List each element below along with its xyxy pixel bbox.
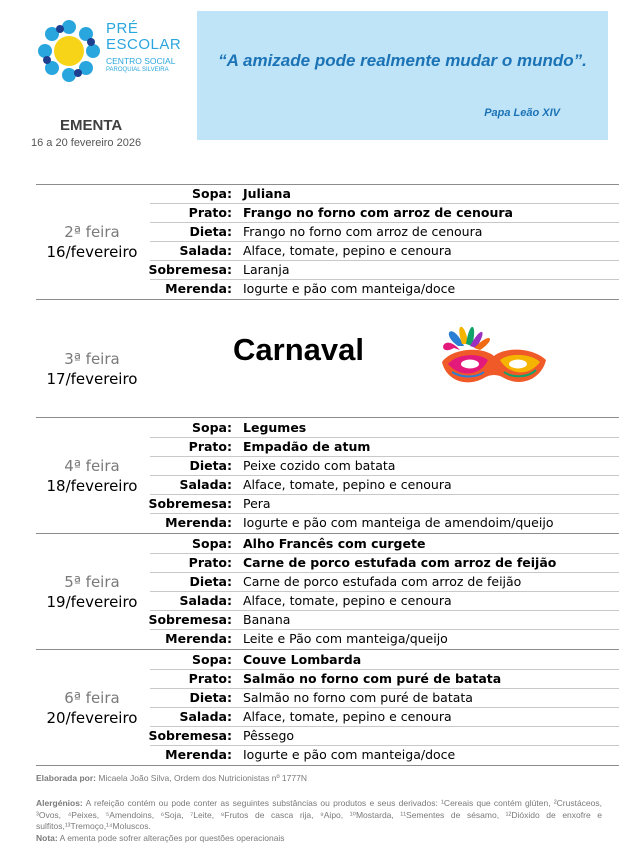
menu-row-prato: [150, 669, 619, 688]
row-label: Sobremesa:: [148, 728, 232, 743]
quote-box: [197, 11, 608, 140]
allergens-text: A refeição contém ou pode conter as seguintes substâncias ou produtos e seus derivados: ¹Cereais que contém glúten, ²Crustáceos, ³Ovos, ⁴Peixes, ⁵Amendoins, ⁶Soja, ⁷Leite, ⁸Frutos de casca rija, ⁹Aipo, ¹⁰Mostarda, ¹¹Sementes de sésamo, ¹²Dióxido de enxofre e sulfitos,¹³Tremoço,¹⁴Moluscos.: [36, 798, 602, 831]
carnival-mask-icon: [432, 318, 552, 394]
row-label: Sopa:: [192, 652, 232, 667]
menu-row-merenda: [150, 513, 619, 532]
menu-row-sopa: [150, 184, 619, 203]
menu-row-sobremesa: [150, 260, 619, 279]
row-label: Dieta:: [189, 224, 232, 239]
row-value: Alface, tomate, pepino e cenoura: [243, 593, 452, 608]
day-name: 5ª feira: [64, 573, 120, 591]
row-label: Dieta:: [189, 574, 232, 589]
author-label: Elaborada por:: [36, 773, 96, 783]
row-value: Iogurte e pão com manteiga de amendoim/queijo: [243, 515, 554, 530]
row-label: Merenda:: [165, 281, 232, 296]
day-name: 4ª feira: [64, 457, 120, 475]
menu-row-merenda: [150, 279, 619, 298]
menu-row-sobremesa: [150, 610, 619, 629]
row-value: Carne de porco estufada com arroz de feijão: [243, 574, 522, 589]
menu-row-salada: [150, 707, 619, 726]
day-name: 2ª feira: [64, 223, 120, 241]
row-label: Prato:: [188, 439, 232, 454]
day-label: [36, 688, 148, 728]
allergens-note: [36, 798, 602, 844]
menu-row-merenda: [150, 629, 619, 648]
row-value: Juliana: [243, 186, 291, 201]
day-date: 18/fevereiro: [46, 477, 138, 495]
row-label: Merenda:: [165, 515, 232, 530]
menu-row-sobremesa: [150, 726, 619, 745]
row-value: Banana: [243, 612, 291, 627]
note-label: Nota:: [36, 832, 58, 843]
day-name: 3ª feira: [64, 350, 120, 368]
author-note: [36, 773, 307, 783]
row-value: Legumes: [243, 420, 307, 435]
row-value: Leite e Pão com manteiga/queijo: [243, 631, 448, 646]
menu-row-dieta: [150, 572, 619, 591]
page-title: EMENTA: [60, 117, 123, 134]
day-label: [36, 456, 148, 496]
logo-line-1: PRÉ: [106, 20, 139, 37]
row-label: Prato:: [188, 671, 232, 686]
row-label: Sopa:: [192, 420, 232, 435]
row-value: Empadão de atum: [243, 439, 371, 454]
menu-row-salada: [150, 241, 619, 260]
menu-row-dieta: [150, 456, 619, 475]
week-dates: 16 a 20 fevereiro 2026: [31, 137, 142, 149]
row-value: Frango no forno com arroz de cenoura: [243, 224, 483, 239]
row-value: Alface, tomate, pepino e cenoura: [243, 243, 452, 258]
menu-row-sopa: [150, 650, 619, 669]
menu-row-dieta: [150, 222, 619, 241]
logo-line-4: PAROQUIAL SILVEIRA: [106, 66, 169, 73]
row-label: Salada:: [179, 709, 232, 724]
row-value: Carne de porco estufada com arroz de feijão: [243, 555, 557, 570]
menu-row-merenda: [150, 745, 619, 764]
row-label: Sopa:: [192, 186, 232, 201]
row-label: Prato:: [188, 555, 232, 570]
row-value: Alho Francês com curgete: [243, 536, 426, 551]
row-value: Pera: [243, 496, 271, 511]
row-label: Sobremesa:: [148, 262, 232, 277]
day-name: 6ª feira: [64, 689, 120, 707]
holiday-title: Carnaval: [233, 332, 364, 367]
allergens-label: Alergénios:: [36, 798, 83, 808]
menu-row-sobremesa: [150, 494, 619, 513]
logo-line-3: CENTRO SOCIAL: [106, 56, 176, 66]
row-label: Dieta:: [189, 690, 232, 705]
day-label: [36, 349, 148, 389]
row-label: Dieta:: [189, 458, 232, 473]
row-value: Alface, tomate, pepino e cenoura: [243, 709, 452, 724]
day-date: 19/fevereiro: [46, 593, 138, 611]
row-label: Merenda:: [165, 747, 232, 762]
separator: [36, 765, 619, 766]
row-value: Iogurte e pão com manteiga/doce: [243, 747, 456, 762]
day-label: [36, 222, 148, 262]
menu-row-sopa: [150, 418, 619, 437]
menu-row-prato: [150, 437, 619, 456]
row-label: Salada:: [179, 243, 232, 258]
row-value: Pêssego: [243, 728, 295, 743]
row-label: Salada:: [179, 477, 232, 492]
logo-line-2: ESCOLAR: [106, 36, 182, 53]
day-date: 16/fevereiro: [46, 243, 138, 261]
row-value: Frango no forno com arroz de cenoura: [243, 205, 513, 220]
author-text: Micaela João Silva, Ordem dos Nutricionistas nº 1777N: [98, 773, 307, 783]
row-label: Prato:: [188, 205, 232, 220]
sun-logo-icon: [36, 18, 102, 84]
row-value: Alface, tomate, pepino e cenoura: [243, 477, 452, 492]
menu-row-salada: [150, 475, 619, 494]
day-date: 17/fevereiro: [46, 370, 138, 388]
row-label: Sobremesa:: [148, 612, 232, 627]
row-value: Peixe cozido com batata: [243, 458, 396, 473]
menu-row-prato: [150, 553, 619, 572]
quote-text: “A amizade pode realmente mudar o mundo”.: [218, 51, 587, 70]
row-value: Salmão no forno com puré de batata: [243, 690, 473, 705]
menu-row-salada: [150, 591, 619, 610]
note-text: A ementa pode sofrer alterações por questões operacionais: [59, 832, 285, 843]
row-label: Salada:: [179, 593, 232, 608]
row-label: Sopa:: [192, 536, 232, 551]
menu-row-prato: [150, 203, 619, 222]
row-value: Laranja: [243, 262, 290, 277]
row-label: Sobremesa:: [148, 496, 232, 511]
row-value: Iogurte e pão com manteiga/doce: [243, 281, 456, 296]
logo: [36, 18, 186, 84]
day-date: 20/fevereiro: [46, 709, 138, 727]
menu-row-sopa: [150, 534, 619, 553]
quote-author: Papa Leão XIV: [484, 107, 560, 119]
menu-row-dieta: [150, 688, 619, 707]
day-label: [36, 572, 148, 612]
row-label: Merenda:: [165, 631, 232, 646]
row-value: Couve Lombarda: [243, 652, 362, 667]
separator: [36, 299, 619, 300]
row-value: Salmão no forno com puré de batata: [243, 671, 502, 686]
